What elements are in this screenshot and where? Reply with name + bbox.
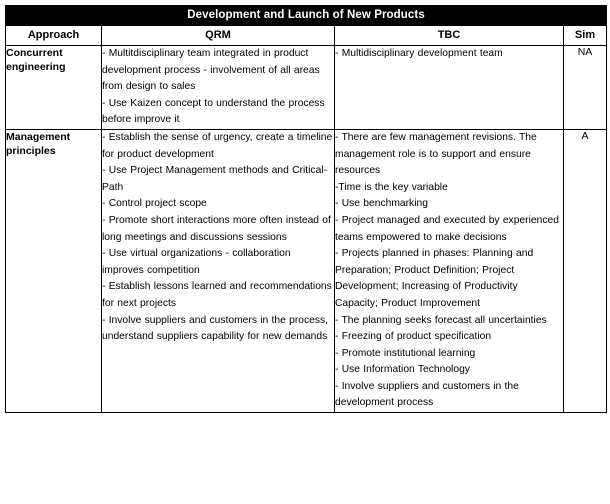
cell-qrm: [102, 46, 335, 130]
table-title-row: [6, 6, 607, 26]
bullet-line: - The planning seeks forecast all uncertainties: [335, 314, 547, 326]
table-body: [6, 46, 607, 413]
cell-sim: NA: [564, 46, 607, 130]
bullet-line: - Promote institutional learning: [335, 347, 476, 359]
bullet-line: -Time is the key variable: [335, 181, 448, 193]
column-header-qrm: QRM: [102, 26, 335, 46]
bullet-line: - Multitdisciplinary team integrated in product development process - involvement of all areas from design to sales: [102, 48, 320, 93]
cell-sim: A: [564, 129, 607, 412]
bullet-line: - Projects planned in phases: Planning and Preparation; Product Definition; Project Development; Increasing of Productivity Capacity; Product Improvement: [335, 248, 534, 309]
table-row: [6, 46, 607, 130]
cell-tbc: [335, 46, 564, 130]
column-header-sim: Sim: [564, 26, 607, 46]
bullet-line: - Establish the sense of urgency, create a timeline for product development: [102, 131, 333, 160]
table-row: [6, 129, 607, 412]
bullet-line: - Use Kaizen concept to understand the process before improve it: [102, 97, 325, 126]
bullet-line: - Promote short interactions more often instead of long meetings and discussions sessions: [102, 214, 331, 243]
bullet-line: - Project managed and executed by experienced teams empowered to make decisions: [335, 214, 559, 243]
comparison-table: [5, 5, 607, 413]
table-header-row: [6, 26, 607, 46]
cell-qrm: [102, 129, 335, 412]
cell-approach: Management principles: [6, 129, 102, 412]
bullet-line: - Establish lessons learned and recommendations for next projects: [102, 281, 332, 309]
bullet-line: - Use Information Technology: [335, 364, 470, 376]
bullet-line: - Use benchmarking: [335, 198, 428, 210]
table-title: Development and Launch of New Products: [6, 6, 607, 26]
bullet-line: - There are few management revisions. The management role is to support and ensure resources: [335, 131, 537, 177]
bullet-line: - Multidisciplinary development team: [335, 48, 503, 59]
bullet-line: - Freezing of product specification: [335, 331, 492, 343]
column-header-tbc: TBC: [335, 26, 564, 46]
column-header-approach: Approach: [6, 26, 102, 46]
bullet-line: - Involve suppliers and customers in the development process: [335, 380, 519, 409]
bullet-line: - Control project scope: [102, 198, 207, 210]
cell-approach: Concurrent engineering: [6, 46, 102, 130]
bullet-line: - Involve suppliers and customers in the process, understand suppliers capability for new demands: [102, 314, 329, 343]
cell-tbc: [335, 129, 564, 412]
bullet-line: - Use virtual organizations - collaboration improves competition: [102, 248, 291, 276]
bullet-line: - Use Project Management methods and Critical-Path: [102, 165, 328, 193]
